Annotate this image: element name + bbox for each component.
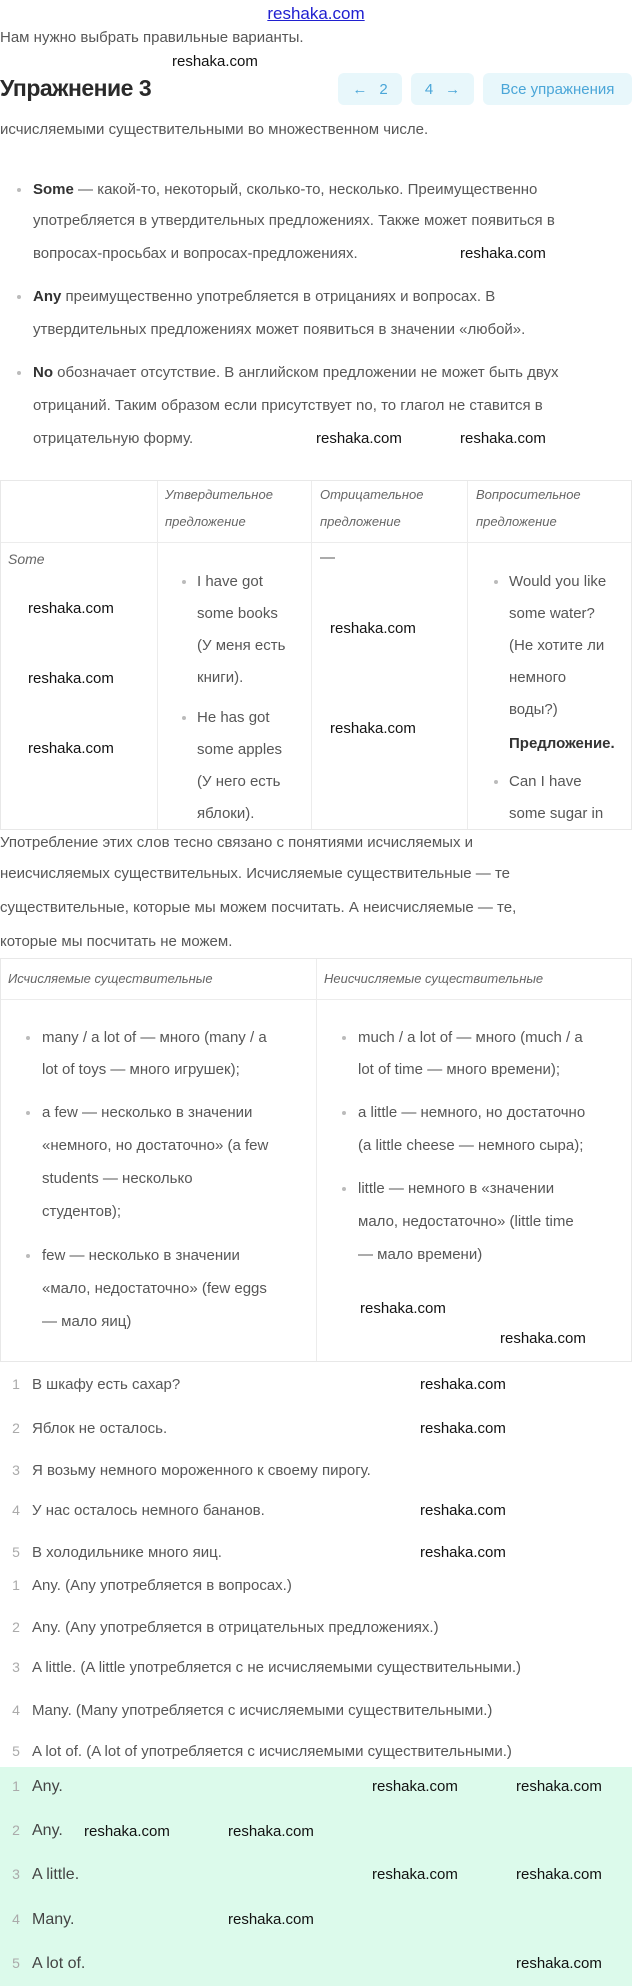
watermark: reshaka.com (28, 670, 114, 687)
question-item: 1 В шкафу есть сахар? (12, 1376, 181, 1393)
countable-table (0, 958, 632, 1362)
prev-exercise-button[interactable] (338, 73, 402, 105)
th-negative: Отрицательное (320, 487, 424, 502)
cell-line: — мало времени) (358, 1246, 483, 1263)
watermark: reshaka.com (360, 1300, 446, 1317)
cell-line: «мало, недостаточно» (few eggs (42, 1280, 267, 1297)
watermark: reshaka.com (460, 245, 546, 262)
watermark: reshaka.com (172, 53, 258, 70)
rule-any-line: утвердительных предложениях может появиться в значении «любой». (33, 321, 526, 338)
next-label: 4 (424, 80, 434, 98)
cell-line: «немного, но достаточно» (a few (42, 1137, 269, 1154)
bullet-icon (17, 295, 21, 299)
watermark: reshaka.com (372, 1778, 458, 1795)
th-question: Вопросительное (476, 487, 581, 502)
watermark: reshaka.com (420, 1502, 506, 1519)
question-item: 5 В холодильнике много яиц. (12, 1544, 222, 1561)
cell-line: little — немного в «значении (358, 1180, 555, 1197)
watermark: reshaka.com (228, 1911, 314, 1928)
rule-no-line: отрицательную форму. (33, 430, 194, 447)
cell-line: мало, недостаточно» (little time (358, 1213, 574, 1230)
cell-line: яблоки). (197, 805, 255, 822)
paragraph-2: существительные, которые мы можем посчитать. А неисчисляемые — те, (0, 899, 517, 916)
answer-item: 5 A lot of. (12, 1955, 86, 1972)
paragraph-2: Употребление этих слов тесно связано с понятиями исчисляемых и (0, 834, 474, 851)
rule-some: Some — какой-то, некоторый, сколько-то, несколько. Преимущественно (33, 181, 538, 198)
all-exercises-button[interactable] (483, 73, 632, 105)
cell-line: some sugar in (509, 805, 604, 822)
answer-item: 3 A little. (12, 1866, 80, 1883)
th-affirmative: Утвердительное (165, 487, 273, 502)
cell-line: Предложение. (509, 735, 615, 752)
cell-line: студентов); (42, 1203, 122, 1220)
watermark: reshaka.com (28, 600, 114, 617)
rule-some-line: употребляется в утвердительных предложениях. Также может появиться в (33, 212, 555, 229)
watermark: reshaka.com (228, 1823, 314, 1840)
paragraph-1: исчисляемыми существительными во множественном числе. (0, 121, 429, 138)
cell-line: some water? (509, 605, 595, 622)
cell-line: a few — несколько в значении (42, 1104, 253, 1121)
cell-line: (У него есть (197, 773, 281, 790)
rule-some-line: вопросах-просьбах и вопросах-предложениях. (33, 245, 358, 262)
rule-no-line: отрицаний. Таким образом если присутствует no, то глагол не ставится в (33, 397, 543, 414)
watermark: reshaka.com (460, 430, 546, 447)
usage-table (0, 480, 632, 830)
th-countable: Исчисляемые существительные (8, 971, 213, 986)
cell-line: книги). (197, 669, 244, 686)
question-item: 4 У нас осталось немного бананов. (12, 1502, 265, 1519)
cell-line: воды?) (509, 701, 558, 718)
watermark: reshaka.com (516, 1866, 602, 1883)
paragraph-2: которые мы посчитать не можем. (0, 933, 233, 950)
answer-item: 2 Any. (12, 1822, 63, 1839)
arrow-left-icon: ← (352, 80, 368, 98)
watermark: reshaka.com (516, 1778, 602, 1795)
cell-line: much / a lot of — много (much / a (358, 1029, 583, 1046)
explanation-item: 4 Many. (Many употребляется с исчисляемыми существительными.) (12, 1702, 493, 1719)
bullet-icon (17, 371, 21, 375)
watermark: reshaka.com (500, 1330, 586, 1347)
explanation-item: 5 A lot of. (A lot of употребляется с исчисляемыми существительными.) (12, 1743, 512, 1760)
cell-line: — мало яиц) (42, 1313, 132, 1330)
th-uncountable: Неисчисляемые существительные (324, 971, 544, 986)
watermark: reshaka.com (372, 1866, 458, 1883)
watermark: reshaka.com (420, 1420, 506, 1437)
watermark: reshaka.com (316, 430, 402, 447)
explanation-item: 1 Any. (Any употребляется в вопросах.) (12, 1577, 292, 1594)
th-negative-2: предложение (320, 514, 401, 529)
site-link[interactable]: reshaka.com (267, 4, 365, 23)
cell-line: Can I have (509, 773, 582, 790)
cell-line: (У меня есть (197, 637, 286, 654)
watermark: reshaka.com (330, 720, 416, 737)
intro-text: Нам нужно выбрать правильные варианты. (0, 29, 304, 46)
next-exercise-button[interactable] (411, 73, 474, 105)
cell-line: students — несколько (42, 1170, 193, 1187)
watermark: reshaka.com (420, 1376, 506, 1393)
cell-line: a little — немного, но достаточно (358, 1104, 586, 1121)
explanation-item: 2 Any. (Any употребляется в отрицательных предложениях.) (12, 1619, 439, 1636)
question-item: 2 Яблок не осталось. (12, 1420, 168, 1437)
cell-line: few — несколько в значении (42, 1247, 240, 1264)
paragraph-2: неисчисляемых существительных. Исчисляемые существительные — те (0, 865, 511, 882)
question-item: 3 Я возьму немного мороженного к своему пирогу. (12, 1462, 371, 1479)
watermark: reshaka.com (330, 620, 416, 637)
prev-label: 2 (379, 80, 388, 98)
explanation-item: 3 A little. (A little употребляется с не исчисляемыми существительными.) (12, 1659, 521, 1676)
cell-line: lot of time — много времени); (358, 1061, 561, 1078)
cell-line: (Не хотите ли (509, 637, 605, 654)
rule-any: Any преимущественно употребляется в отрицаниях и вопросах. В (33, 288, 496, 305)
cell-line: немного (509, 669, 567, 686)
row-label-some: Some (8, 551, 45, 567)
rule-no: No обозначает отсутствие. В английском предложении не может быть двух (33, 364, 559, 381)
bullet-icon (17, 188, 21, 192)
cell-line: some apples (197, 741, 283, 758)
watermark: reshaka.com (420, 1544, 506, 1561)
arrow-right-icon: → (445, 80, 461, 98)
watermark: reshaka.com (28, 740, 114, 757)
cell-line: some books (197, 605, 278, 622)
page-title: Упражнение 3 (0, 75, 152, 101)
watermark: reshaka.com (516, 1955, 602, 1972)
cell-line: lot of toys — много игрушек); (42, 1061, 240, 1078)
cell-line: He has got (197, 709, 270, 726)
cell-line: many / a lot of — много (many / a (42, 1029, 267, 1046)
th-question-2: предложение (476, 514, 557, 529)
cell-line: (a little cheese — немного сыра); (358, 1137, 584, 1154)
answer-item: 4 Many. (12, 1911, 75, 1928)
all-label: Все упражнения (500, 80, 615, 98)
cell-line: I have got (197, 573, 263, 590)
negative-cell: — (320, 549, 335, 566)
th-affirmative-2: предложение (165, 514, 246, 529)
watermark: reshaka.com (84, 1823, 170, 1840)
answer-item: 1 Any. (12, 1778, 63, 1795)
cell-line: Would you like (509, 573, 607, 590)
